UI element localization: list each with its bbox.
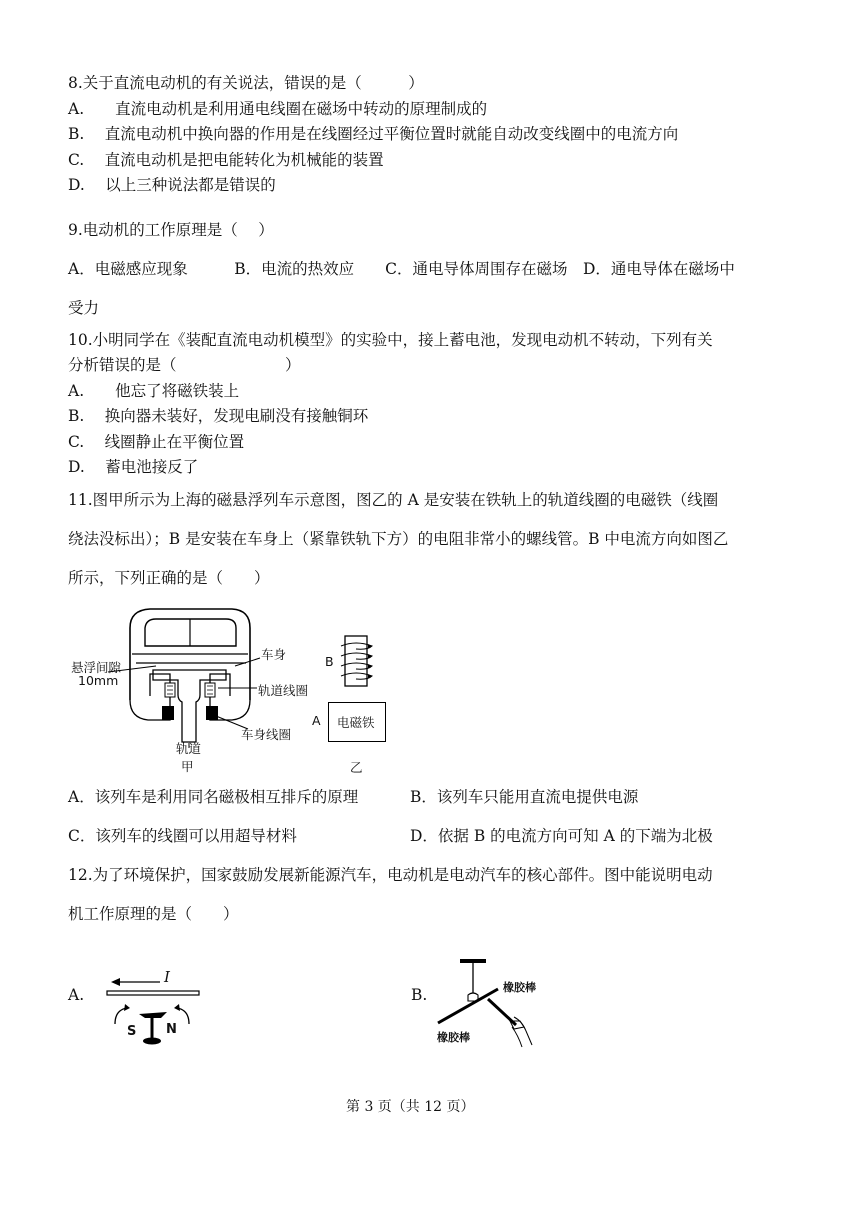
- q10-option-d: D. 蓄电池接反了: [68, 458, 199, 476]
- q10-option-a: A. 他忘了将磁铁装上: [68, 382, 240, 400]
- q12-stem-line2: 机工作原理的是（ ）: [68, 905, 239, 923]
- q11-stem-line2: 绕法没标出）；B 是安装在车身上（紧靠铁轨下方）的电阻非常小的螺线管。B 中电流方向如图乙: [68, 530, 729, 548]
- label-rubber-rod-left: 橡胶棒: [437, 1031, 470, 1044]
- label-electromagnet: 电磁铁: [337, 715, 375, 730]
- page-footer: 第 3 页（共 12 页）: [346, 1099, 475, 1115]
- q8-option-c: C. 直流电动机是把电能转化为机械能的装置: [68, 151, 384, 169]
- q12-stem-line1: 12.为了环境保护，国家鼓励发展新能源汽车，电动机是电动汽车的核心部件。图中能说明电动: [68, 866, 713, 884]
- q12-option-b-label: B.: [411, 986, 428, 1004]
- q11-option-b: B．该列车只能用直流电提供电源: [410, 788, 639, 806]
- q12-option-a-label: A.: [68, 986, 85, 1004]
- q8-option-a: A. 直流电动机是利用通电线圈在磁场中转动的原理制成的: [68, 100, 488, 118]
- q8-option-d: D. 以上三种说法都是错误的: [68, 176, 276, 194]
- q8-option-b: B. 直流电动机中换向器的作用是在线圈经过平衡位置时就能自动改变线圈中的电流方向: [68, 125, 679, 143]
- label-b: B: [325, 654, 334, 669]
- q8-stem: 8.关于直流电动机的有关说法，错误的是（ ）: [68, 74, 424, 92]
- label-track: 轨道: [176, 741, 202, 756]
- current-wire-compass-diagram: [105, 968, 205, 1052]
- label-a: A: [312, 713, 321, 728]
- label-gap-size: 10mm: [78, 673, 119, 688]
- label-south-pole: S: [127, 1024, 137, 1039]
- label-levitation-gap: 悬浮间隙: [71, 660, 122, 675]
- q10-option-c: C. 线圈静止在平衡位置: [68, 433, 245, 451]
- label-rubber-rod-right: 橡胶棒: [503, 981, 536, 994]
- q9-options-wrap: 受力: [68, 299, 100, 317]
- q10-option-b: B. 换向器未装好，发现电刷没有接触铜环: [68, 407, 369, 425]
- q9-stem: 9.电动机的工作原理是（ ）: [68, 221, 274, 239]
- q9-options: A．电磁感应现象 B．电流的热效应 C．通电导体周围存在磁场 D．通电导体在磁场中: [68, 260, 735, 278]
- label-body-coil: 车身线圈: [241, 727, 292, 742]
- q11-option-a: A．该列车是利用同名磁极相互排斥的原理: [68, 788, 359, 806]
- q11-stem-line3: 所示，下列正确的是（ ）: [68, 569, 270, 587]
- label-current-i-text: I: [164, 968, 170, 986]
- q11-stem-line1: 11.图甲所示为上海的磁悬浮列车示意图，图乙的 A 是安装在铁轨上的轨道线圈的电磁铁（线圈: [68, 491, 719, 509]
- q10-stem-line2: 分析错误的是（ ）: [68, 356, 301, 374]
- label-figure-yi: 乙: [350, 760, 363, 775]
- label-track-coil: 轨道线圈: [258, 683, 309, 698]
- label-north-pole: N: [166, 1022, 177, 1037]
- label-figure-jia: 甲: [181, 759, 194, 774]
- label-car-body: 车身: [261, 647, 287, 662]
- solenoid-b-diagram: [338, 634, 398, 694]
- q10-stem-line1: 10.小明同学在《装配直流电动机模型》的实验中，接上蓄电池，发现电动机不转动，下列有关: [68, 331, 713, 349]
- q11-option-d: D．依据 B 的电流方向可知 A 的下端为北极: [410, 827, 713, 845]
- q11-option-c: C．该列车的线圈可以用超导材料: [68, 827, 297, 845]
